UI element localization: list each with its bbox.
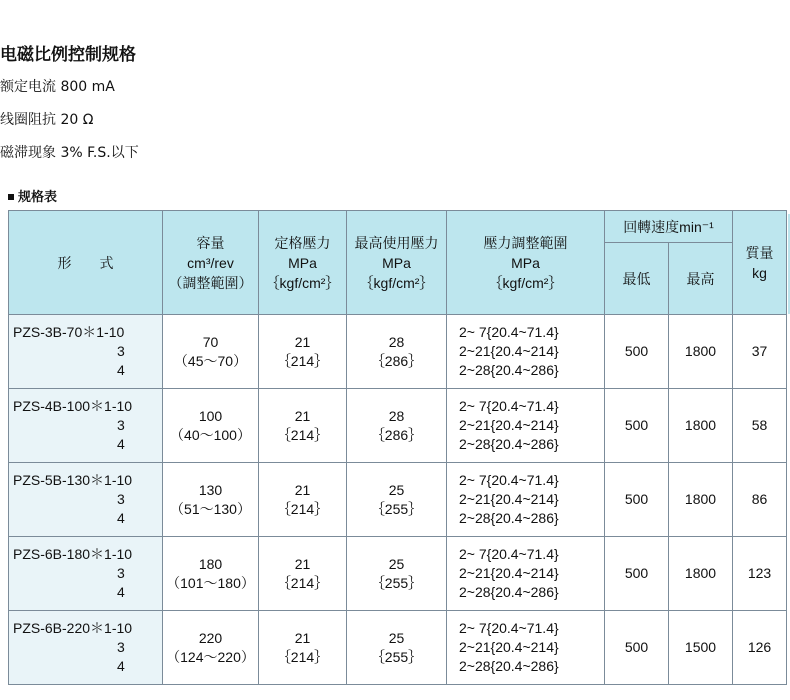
- table-row: [9, 537, 787, 611]
- header-capacity: 容量 cm³/rev （調整範圍）: [163, 211, 259, 315]
- cell-mass: 37: [733, 315, 787, 389]
- table-row: [9, 611, 787, 685]
- table-row: [9, 315, 787, 389]
- header-mass: 質量 kg: [733, 211, 787, 315]
- cell-speed-max: 1800: [669, 315, 733, 389]
- cell-model: PZS-3B-70＊1-10 3 4: [9, 315, 163, 389]
- table-row: [9, 389, 787, 463]
- cell-model: PZS-5B-130＊1-10 3 4: [9, 463, 163, 537]
- cell-mass: 123: [733, 537, 787, 611]
- header-speed-min: 最低: [605, 243, 669, 315]
- cell-speed-max: 1800: [669, 463, 733, 537]
- bullet-square-icon: [8, 194, 14, 200]
- rated-current: 额定电流 800 mA: [0, 79, 115, 95]
- cell-mass: 126: [733, 611, 787, 685]
- header-rated-pressure: 定格壓力 MPa ｛kgf/cm²｝: [259, 211, 347, 315]
- cell-max-pressure: 28 ｛286｝: [347, 389, 447, 463]
- hysteresis: 磁滞现象 3% F.S.以下: [0, 145, 139, 161]
- cell-capacity: 180 （101～180）: [163, 537, 259, 611]
- coil-resistance: 线圈阻抗 20 Ω: [0, 112, 94, 128]
- cell-capacity: 70 （45～70）: [163, 315, 259, 389]
- cell-adjust-range: 2~ 7{20.4~71.4} 2~21{20.4~214} 2~28{20.4~286}: [447, 315, 605, 389]
- cell-speed-min: 500: [605, 537, 669, 611]
- cell-model: PZS-6B-220＊1-10 3 4: [9, 611, 163, 685]
- header-model: 形 式: [9, 211, 163, 315]
- cell-mass: 86: [733, 463, 787, 537]
- header-adjust-range: 壓力調整範圍 MPa ｛kgf/cm²｝: [447, 211, 605, 315]
- cell-speed-min: 500: [605, 611, 669, 685]
- cell-adjust-range: 2~ 7{20.4~71.4} 2~21{20.4~214} 2~28{20.4~286}: [447, 389, 605, 463]
- cell-speed-min: 500: [605, 463, 669, 537]
- cell-model: PZS-4B-100＊1-10 3 4: [9, 389, 163, 463]
- cell-speed-max: 1800: [669, 389, 733, 463]
- header-speed-max: 最高: [669, 243, 733, 315]
- cell-speed-max: 1800: [669, 537, 733, 611]
- cell-max-pressure: 28 ｛286｝: [347, 315, 447, 389]
- cell-capacity: 130 （51～130）: [163, 463, 259, 537]
- cell-rated-pressure: 21 ｛214｝: [259, 537, 347, 611]
- cell-rated-pressure: 21 ｛214｝: [259, 463, 347, 537]
- cell-model: PZS-6B-180＊1-10 3 4: [9, 537, 163, 611]
- spec-table: [8, 210, 787, 685]
- table-caption-text: 规格表: [18, 190, 58, 205]
- cell-rated-pressure: 21 ｛214｝: [259, 389, 347, 463]
- cell-capacity: 100 （40～100）: [163, 389, 259, 463]
- table-row: [9, 463, 787, 537]
- cell-mass: 58: [733, 389, 787, 463]
- cell-speed-min: 500: [605, 315, 669, 389]
- header-speed: 回轉速度min⁻¹: [605, 211, 733, 243]
- cell-capacity: 220 （124～220）: [163, 611, 259, 685]
- cell-adjust-range: 2~ 7{20.4~71.4} 2~21{20.4~214} 2~28{20.4~286}: [447, 611, 605, 685]
- cell-speed-min: 500: [605, 389, 669, 463]
- cell-max-pressure: 25 ｛255｝: [347, 611, 447, 685]
- cell-adjust-range: 2~ 7{20.4~71.4} 2~21{20.4~214} 2~28{20.4~286}: [447, 463, 605, 537]
- cell-rated-pressure: 21 ｛214｝: [259, 315, 347, 389]
- cell-speed-max: 1500: [669, 611, 733, 685]
- cell-max-pressure: 25 ｛255｝: [347, 537, 447, 611]
- section-title: 电磁比例控制规格: [0, 45, 136, 65]
- cell-max-pressure: 25 ｛255｝: [347, 463, 447, 537]
- header-max-pressure: 最高使用壓力 MPa ｛kgf/cm²｝: [347, 211, 447, 315]
- cell-rated-pressure: 21 ｛214｝: [259, 611, 347, 685]
- table-caption: [8, 186, 57, 205]
- cell-adjust-range: 2~ 7{20.4~71.4} 2~21{20.4~214} 2~28{20.4~286}: [447, 537, 605, 611]
